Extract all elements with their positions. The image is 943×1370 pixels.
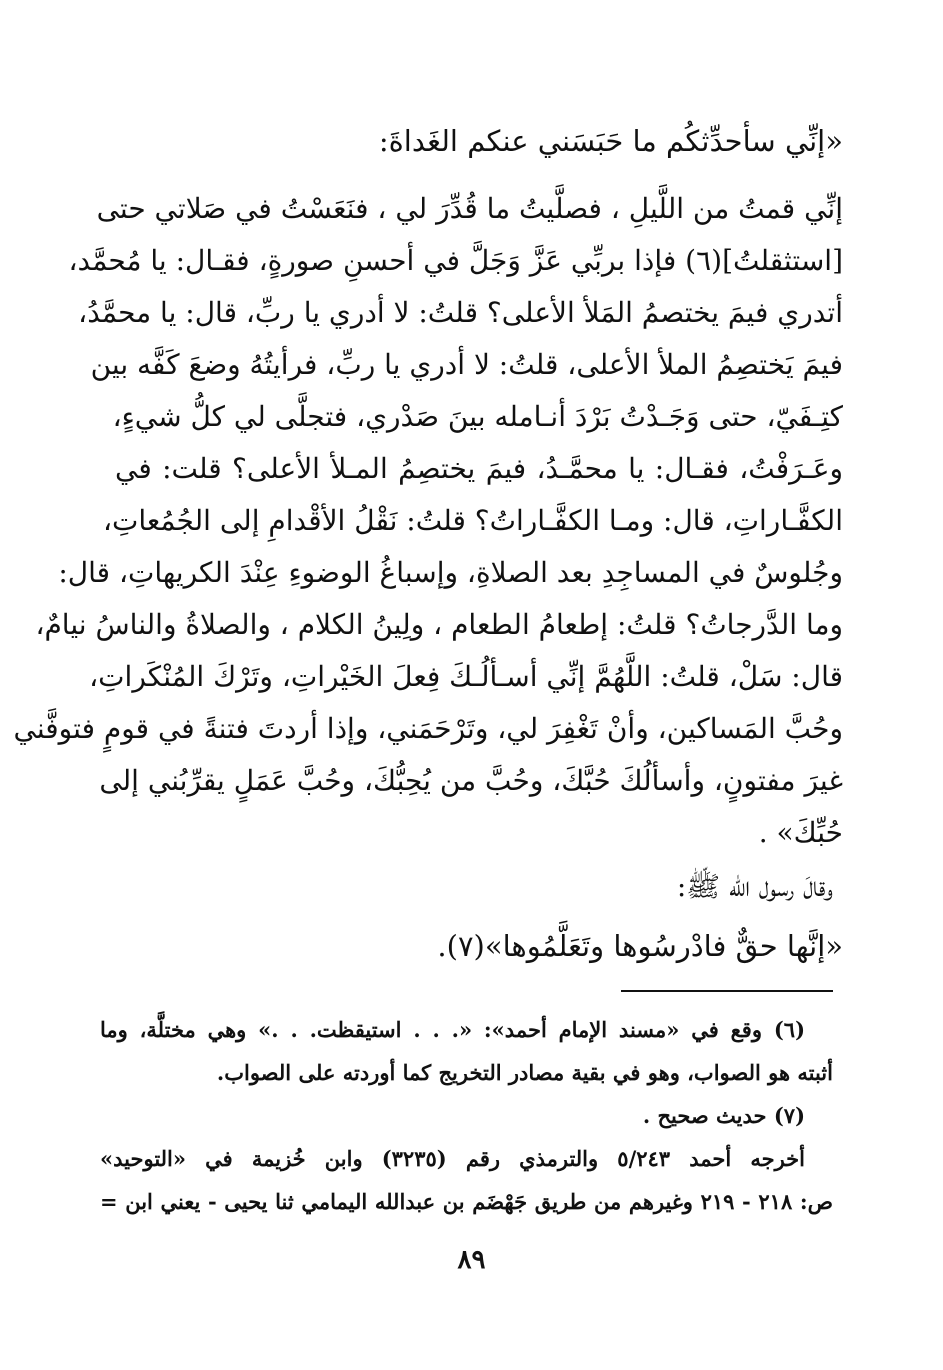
second-hadith: «إنَّها حقٌّ فادْرسُوها وتَعَلَّمُوها»(٧). (437, 929, 843, 963)
hadith-line: وعَـرَفْتُ، فقـال: يا محمَّـدُ، فيمَ يختصِمُ المـلأ الأعلى؟ قلت: في (115, 452, 843, 485)
hadith-line: الكفَّـاراتِ، قال: ومـا الكفَّـاراتُ؟ قلتُ: نَقْلُ الأقْدامِ إلى الجُمُعاتِ، (102, 504, 843, 537)
footnote-line: ص: ٢١٨ - ٢١٩ وغيرهم من طريق جَهْضَم بن عبدالله اليمامي ثنا يحيى - يعني ابن = (100, 1189, 833, 1214)
hadith-line: كتِـفَيّ، حتى وَجَـدْتُ بَرْدَ أنـامله بينَ صَدْري، فتجلَّى لي كلُّ شيءٍ، (112, 400, 843, 433)
hadith-opening: «إنِّي سأحدِّثكُم ما حَبَسَني عنكم الغَداةَ: (378, 124, 843, 158)
footnote-separator (621, 990, 833, 992)
footnote-line: (٦) وقع في «مسند الإمام أحمد»: «. . . استيقظت. . .» وهي مختلَّة، وما (100, 1017, 805, 1042)
hadith-line: إنِّي قمتُ من اللَّيلِ ، فصلَّيتُ ما قُدِّرَ لي ، فنَعَسْتُ في صَلاتي حتى (96, 192, 843, 225)
hadith-line: فيمَ يَختصِمُ الملأ الأعلى، قلتُ: لا أدري يا ربِّ، فرأيتُهُ وضعَ كَفَّه بين (90, 348, 843, 381)
footnote-line: أثبته هو الصواب، وهو في بقية مصادر التخريج كما أوردته على الصواب. (216, 1060, 833, 1085)
hadith-line: قال: سَلْ، قلتُ: اللَّهُمَّ إنِّي أسـألُـكَ فِعلَ الخَيْراتِ، وتَرْكَ المُنْكَراتِ، (89, 660, 843, 693)
hadith-line: وجُلوسٌ في المساجِدِ بعد الصلاةِ، وإسباغُ الوضوءِ عِنْدَ الكريهاتِ، قال: (58, 556, 843, 589)
hadith-line: [استثقلتُ](٦) فإذا بربِّي عَزَّ وَجَلَّ في أحسنِ صورةٍ، فقـال: يا مُحمَّد، (68, 244, 843, 277)
narration-line: وقالَ رسول الله ﷺ: (676, 870, 833, 903)
hadith-body (13, 183, 843, 859)
hadith-line: وحُبَّ المَساكين، وأنْ تَغْفِرَ لي، وتَرْحَمَني، وإذا أردتَ فتنةً في قومٍ فتوفَّني (13, 712, 843, 745)
hadith-line: أتدري فيمَ يختصمُ المَلأ الأعلى؟ قلتُ: لا أدري يا ربِّ، قال: يا محمَّدُ، (78, 296, 843, 329)
hadith-line: حُبِّكَ» . (758, 816, 843, 849)
footnotes (100, 1008, 833, 1223)
footnote-line: (٧) حديث صحيح . (642, 1103, 805, 1128)
hadith-line: وما الدَّرجاتُ؟ قلتُ: إطعامُ الطعام ، ولِينُ الكلام ، والصلاةُ والناسُ نيامٌ، (35, 608, 843, 641)
hadith-line: غيرَ مفتونٍ، وأسألُكَ حُبَّكَ، وحُبَّ من يُحِبُّكَ، وحُبَّ عَمَلٍ يقرِّبُني إلى (99, 764, 843, 797)
footnote-line: أخرجه أحمد ٥/٢٤٣ والترمذي رقم (٣٢٣٥) وابن خُزيمة في «التوحيد» (100, 1146, 805, 1171)
page-number: ٨٩ (457, 1245, 486, 1275)
